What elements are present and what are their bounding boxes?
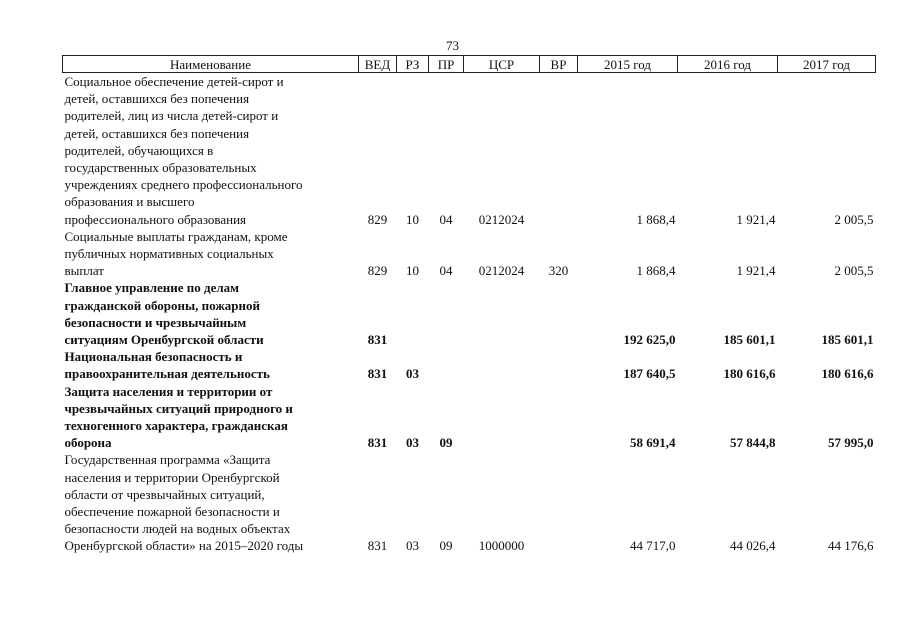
row-vr: 320: [548, 263, 569, 279]
row-ved: 831: [367, 366, 388, 382]
row-name-line: чрезвычайных ситуаций природного и: [64, 400, 293, 416]
row-pr: [429, 279, 464, 348]
row-value-2015: 44 717,0: [630, 538, 676, 554]
row-csr: [464, 383, 540, 452]
row-value-2016: 44 026,4: [730, 538, 776, 554]
row-csr: 0212024: [478, 263, 525, 279]
row-name-line: области от чрезвычайных ситуаций,: [64, 486, 265, 502]
row-pr: [429, 348, 464, 382]
row-name-line: оборона: [64, 435, 112, 451]
row-rz: 03: [406, 538, 419, 554]
row-name-line: выплат: [64, 263, 104, 279]
row-value-2015: 1 868,4: [636, 263, 676, 279]
row-name-line: Главное управление по делам: [64, 280, 239, 296]
column-header-ved: ВЕД: [359, 56, 397, 73]
row-name-line: Оренбургской области» на 2015–2020 годы: [64, 538, 304, 554]
row-csr: 0212024: [478, 211, 525, 227]
row-name-line: учреждениях среднего профессионального: [64, 177, 303, 193]
table-body: [63, 73, 876, 555]
row-value-2017: 185 601,1: [821, 332, 874, 348]
column-header-2015: 2015 год: [578, 56, 678, 73]
row-name-line: образования и высшего: [64, 194, 195, 210]
row-vr: [540, 383, 578, 452]
column-header-pr: ПР: [429, 56, 464, 73]
row-value-2015: 187 640,5: [623, 366, 676, 382]
row-ved: 831: [367, 435, 388, 451]
row-name-line: Социальные выплаты гражданам, кроме: [64, 228, 288, 244]
row-rz: 10: [406, 263, 419, 279]
row-name-line: безопасности и чрезвычайным: [64, 314, 247, 330]
row-value-2015: 1 868,4: [636, 211, 676, 227]
row-value-2017: 2 005,5: [834, 263, 874, 279]
row-rz: [397, 279, 429, 348]
row-value-2017: 57 995,0: [828, 435, 874, 451]
row-rz: 03: [406, 366, 419, 382]
row-name-line: детей, оставшихся без попечения: [64, 91, 250, 107]
row-value-2016: 185 601,1: [723, 332, 776, 348]
row-name-line: безопасности людей на водных объектах: [64, 521, 291, 537]
row-name-line: Государственная программа «Защита: [64, 452, 271, 468]
row-csr: 1000000: [478, 538, 525, 554]
row-name-line: профессионального образования: [64, 211, 247, 227]
table-row: [63, 73, 876, 228]
row-value-2016: 1 921,4: [736, 211, 776, 227]
row-value-2016: 180 616,6: [723, 366, 776, 382]
table-row: [63, 228, 876, 280]
table-row: [63, 348, 876, 382]
row-name-line: Защита населения и территории от: [64, 383, 273, 399]
row-name-line: правоохранительная деятельность: [64, 366, 270, 382]
row-name-line: родителей, обучающихся в: [64, 142, 214, 158]
row-name: [63, 279, 359, 348]
row-value-2015: 58 691,4: [630, 435, 676, 451]
row-rz: 10: [406, 211, 419, 227]
column-header-name: Наименование: [63, 56, 359, 73]
row-pr: 09: [439, 435, 453, 451]
row-name-line: населения и территории Оренбургской: [64, 469, 280, 485]
row-vr: [540, 348, 578, 382]
budget-table: [62, 55, 876, 555]
row-pr: 04: [439, 211, 453, 227]
column-header-csr: ЦСР: [464, 56, 540, 73]
row-name-line: обеспечение пожарной безопасности и: [64, 504, 280, 520]
row-ved: 829: [367, 211, 388, 227]
row-pr: 04: [439, 263, 453, 279]
row-csr: [464, 279, 540, 348]
row-value-2015: 192 625,0: [623, 332, 676, 348]
row-name: [63, 348, 359, 382]
row-vr: [540, 73, 578, 228]
row-value-2016: 1 921,4: [736, 263, 776, 279]
table-header-row: [63, 56, 876, 73]
row-name-line: публичных нормативных социальных: [64, 246, 274, 262]
row-name-line: государственных образовательных: [64, 160, 257, 176]
row-name: [63, 451, 359, 554]
table-row: [63, 451, 876, 554]
row-vr: [540, 279, 578, 348]
row-vr: [540, 451, 578, 554]
row-ved: 831: [367, 332, 388, 348]
column-header-2017: 2017 год: [778, 56, 876, 73]
row-name: [63, 73, 359, 228]
row-csr: [464, 348, 540, 382]
row-name-line: гражданской обороны, пожарной: [64, 297, 260, 313]
row-name: [63, 383, 359, 452]
row-rz: 03: [406, 435, 419, 451]
table-row: [63, 383, 876, 452]
row-ved: 831: [367, 538, 388, 554]
row-value-2017: 44 176,6: [828, 538, 874, 554]
row-value-2017: 2 005,5: [834, 211, 874, 227]
row-name-line: Национальная безопасность и: [64, 349, 243, 365]
row-name: [63, 228, 359, 280]
row-pr: 09: [439, 538, 453, 554]
column-header-rz: РЗ: [397, 56, 429, 73]
row-name-line: ситуациям Оренбургской области: [64, 332, 264, 348]
row-value-2017: 180 616,6: [821, 366, 874, 382]
row-ved: 829: [367, 263, 388, 279]
row-value-2016: 57 844,8: [730, 435, 776, 451]
row-name-line: детей, оставшихся без попечения: [64, 125, 250, 141]
row-name-line: техногенного характера, гражданская: [64, 418, 288, 434]
table-row: [63, 279, 876, 348]
page-number: 73: [446, 38, 459, 53]
column-header-2016: 2016 год: [678, 56, 778, 73]
row-name-line: Социальное обеспечение детей-сирот и: [64, 74, 284, 89]
row-name-line: родителей, лиц из числа детей-сирот и: [64, 108, 279, 124]
column-header-vr: ВР: [540, 56, 578, 73]
